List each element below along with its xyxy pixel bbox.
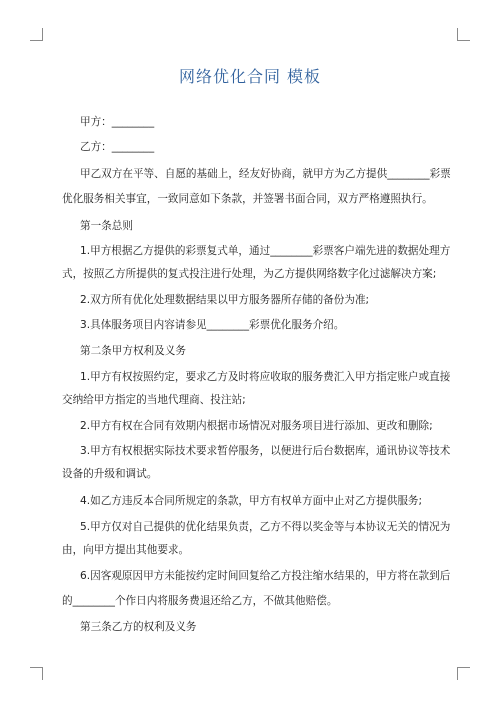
crop-mark-top-left: [30, 28, 43, 41]
document-title: 网络优化合同 模板: [178, 67, 322, 86]
clause-2-4: 4.如乙方违反本合同所规定的条款，甲方有权单方面中止对乙方提供服务;: [80, 495, 423, 507]
clause-1-1-line-1: 1.甲方根据乙方提供的彩票复式单，通过________彩票客户端先进的数据处理方: [80, 245, 451, 257]
clause-2-2: 2.甲方有权在合同有效期内根据市场情况对服务项目进行添加、更改和删除;: [80, 420, 433, 432]
section-heading-3: 第三条乙方的权利及义务: [80, 621, 197, 633]
clause-2-1-line-2: 交纳给甲方指定的当地代理商、投注站;: [62, 394, 246, 406]
clause-2-5-line-2: 由，向甲方提出其他要求。: [62, 544, 190, 556]
crop-mark-top-right: [457, 28, 470, 41]
intro-line-2: 优化服务相关事宜，一致同意如下条款，并签署书面合同，双方严格遵照执行。: [62, 193, 433, 205]
clause-2-3-line-2: 设备的升级和调试。: [62, 468, 158, 480]
clause-1-2: 2.双方所有优化处理数据结果以甲方服务器所存储的备份为准;: [80, 294, 370, 306]
clause-2-1-line-1: 1.甲方有权按照约定，要求乙方及时将应收取的服务费汇入甲方指定账户或直接: [80, 371, 451, 383]
party-b-line: 乙方：________: [80, 141, 155, 153]
party-a-line: 甲方：________: [80, 116, 155, 128]
intro-line-1: 甲乙双方在平等、自愿的基础上，经友好协商，就甲方为乙方提供________彩票: [80, 168, 451, 180]
clause-2-5-line-1: 5.甲方仅对自己提供的优化结果负责，乙方不得以奖金等与本协议无关的情况为: [80, 521, 451, 533]
clause-2-6-line-2: 的________个作日内将服务费退还给乙方，不做其他赔偿。: [62, 595, 338, 607]
clause-1-1-line-2: 式，按照乙方所提供的复式投注进行处理，为乙方提供网络数字化过滤解决方案;: [62, 268, 437, 280]
crop-mark-bottom-right: [457, 667, 470, 680]
section-heading-1: 第一条总则: [80, 220, 133, 232]
clause-1-3: 3.具体服务项目内容请参见________彩票优化服务介绍。: [80, 319, 345, 331]
clause-2-6-line-1: 6.因客观原因甲方未能按约定时间回复给乙方投注缩水结果的，甲方将在款到后: [80, 570, 451, 582]
section-heading-2: 第二条甲方权利及义务: [80, 345, 186, 357]
clause-2-3-line-1: 3.甲方有权根据实际技术要求暂停服务，以便进行后台数据库，通讯协议等技术: [80, 445, 451, 457]
crop-mark-bottom-left: [30, 667, 43, 680]
